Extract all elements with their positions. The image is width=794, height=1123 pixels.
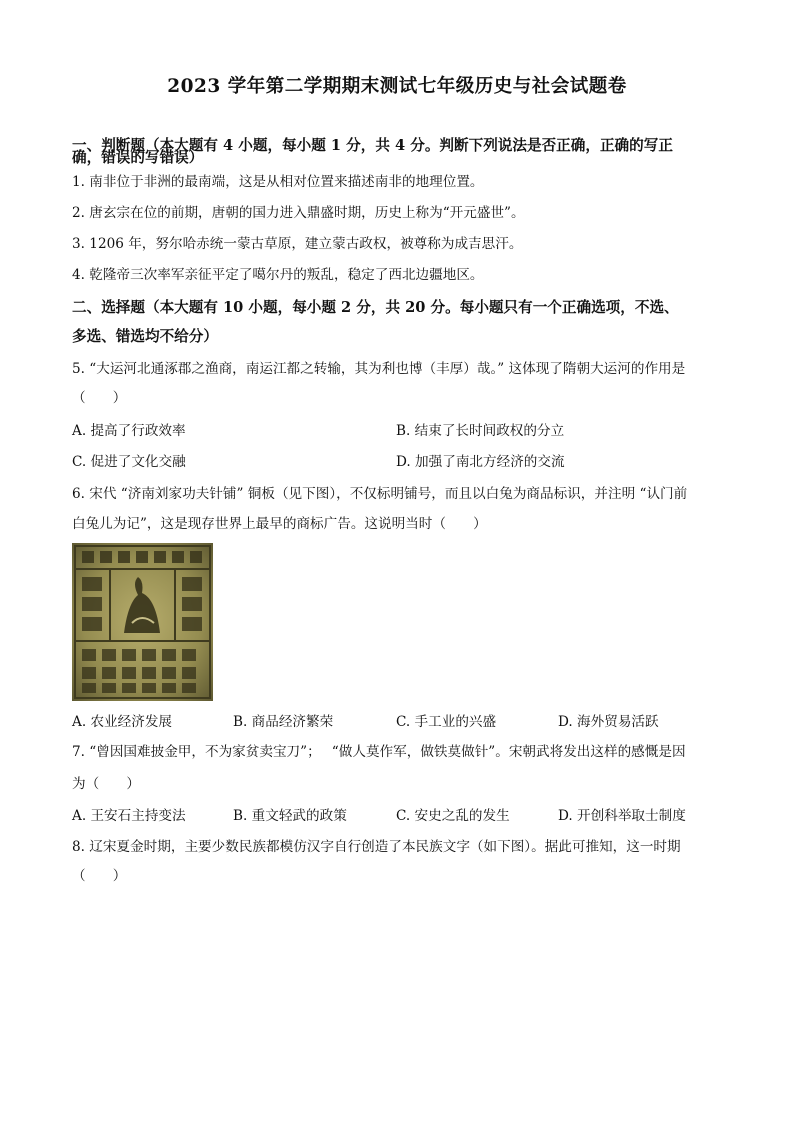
bronze-plate-image	[72, 543, 213, 701]
question-7-option-a: A. 王安石主持变法	[72, 808, 186, 824]
question-7-option-b: B. 重文轻武的政策	[233, 808, 347, 824]
question-3: 3. 1206 年，努尔哈赤统一蒙古草原，建立蒙古政权，被尊称为成吉思汗。	[72, 236, 523, 252]
bronze-plate-drawing	[72, 543, 213, 701]
question-6-option-c: C. 手工业的兴盛	[396, 714, 497, 730]
question-6-option-b: B. 商品经济繁荣	[233, 714, 334, 730]
page-title: 2023 学年第二学期期末测试七年级历史与社会试题卷	[167, 76, 627, 97]
question-8-stem: 8. 辽宋夏金时期，主要少数民族都模仿汉字自行创造了本民族文字（如下图）。据此可推知，这一时期	[72, 839, 681, 855]
question-7-option-c: C. 安史之乱的发生	[396, 808, 510, 824]
question-5-option-c: C. 促进了文化交融	[72, 454, 186, 470]
question-5-blank: （ ）	[72, 390, 127, 406]
section1-heading-line2: 确，错误的写错误）	[72, 149, 204, 166]
question-5-option-a: A. 提高了行政效率	[72, 423, 186, 439]
question-8-blank: （ ）	[72, 868, 127, 884]
question-2: 2. 唐玄宗在位的前期，唐朝的国力进入鼎盛时期，历史上称为“开元盛世”。	[72, 205, 525, 221]
question-6-stem: 6. 宋代 “济南刘家功夫针铺” 铜板（见下图），不仅标明铺号，而且以白兔为商品标识，并注明 “认门前	[72, 486, 688, 502]
question-6-option-d: D. 海外贸易活跃	[558, 714, 659, 730]
question-4: 4. 乾隆帝三次率军亲征平定了噶尔丹的叛乱，稳定了西北边疆地区。	[72, 267, 484, 283]
section2-heading-line2: 多选、错选均不给分）	[72, 328, 218, 345]
question-7-stem: 7. “曾因国难披金甲，不为家贫卖宝刀”； “做人莫作军，做铁莫做针”。宋朝武将发出这样的感慨是因	[72, 744, 686, 760]
question-7-option-d: D. 开创科举取士制度	[558, 808, 686, 824]
question-5-stem: 5. “大运河北通涿郡之渔商，南运江都之转输，其为利也博（丰厚）哉。” 这体现了隋朝大运河的作用是	[72, 361, 686, 377]
question-1: 1. 南非位于非洲的最南端，这是从相对位置来描述南非的地理位置。	[72, 174, 484, 190]
section2-heading-line1: 二、选择题（本大题有 10 小题，每小题 2 分，共 20 分。每小题只有一个正确选项，不选、	[72, 299, 679, 316]
question-6-stem-cont: 白兔儿为记”，这是现存世界上最早的商标广告。这说明当时（ ）	[72, 516, 487, 532]
question-6-option-a: A. 农业经济发展	[72, 714, 173, 730]
section1-heading-line1: 一、判断题（本大题有 4 小题，每小题 1 分，共 4 分。判断下列说法是否正确，正确的写正	[72, 137, 673, 154]
question-5-option-b: B. 结束了长时间政权的分立	[396, 423, 565, 439]
question-5-option-d: D. 加强了南北方经济的交流	[396, 454, 565, 470]
question-7-stem-cont: 为（ ）	[72, 776, 140, 792]
